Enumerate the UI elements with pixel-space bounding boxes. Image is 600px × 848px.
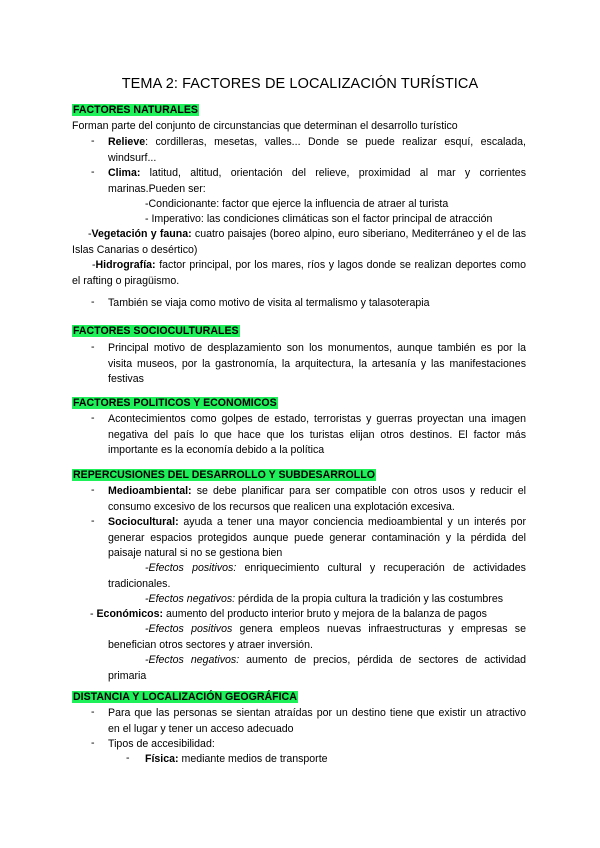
eco-neg-label: -Efectos negativos: [145,654,240,666]
eco-prefix: - [90,608,97,620]
socio-pos-label: -Efectos positivos: [145,562,237,574]
bullet-dash: - [91,341,95,353]
bullet-dash: - [91,737,95,749]
eco-efectos-negativos [108,653,526,684]
bullet-dash: - [91,412,95,424]
socio-neg-label: -Efectos negativos: [145,593,236,605]
bullet-dash: - [91,515,95,527]
clima-sub-imperativo: - Imperativo: las condiciones climáticas son el factor principal de atracción [145,213,493,225]
socio-label: Sociocultural: [108,516,179,528]
fisica-label: Física: [145,753,179,765]
hidro-text: factor principal, por los mares, ríos y lagos donde se realizan deportes como el rafting o piragüismo. [72,259,526,287]
distancia-fisica [145,752,535,768]
section-heading-natural [72,103,199,119]
bullet-dash: - [91,484,95,496]
repercusiones-economicos [90,607,530,623]
bullet-dash: - [91,296,95,308]
bullet-dash: - [91,166,95,178]
socio-text: ayuda a tener una mayor conciencia medioambiental y un interés por generar espacios protegidos aunque puede generar contaminación y la pérdida del paisaje natural si no se gestiona bien [108,516,526,559]
eco-pos-text: genera empleos nuevas infraestructuras y empresas se benefician otros sectores y atraer inversión. [108,623,526,651]
clima-label: Clima: [108,167,141,179]
natural-hidrografia [72,258,526,289]
bullet-dash: - [126,752,130,764]
socio-pos-text: enriquecimiento cultural y recuperación de actividades tradicionales. [108,562,526,590]
medio-label: Medioambiental: [108,485,192,497]
heading-highlight: REPERCUSIONES DEL DESARROLLO Y SUBDESARROLLO [73,469,375,481]
relieve-text: : cordilleras, mesetas, valles... Donde se puede realizar esquí, escalada, windsurf... [108,136,526,164]
hidro-label: Hidrografía: [95,259,156,271]
heading-highlight: FACTORES NATURALES [73,104,198,116]
natural-termalismo: También se viaja como motivo de visita al termalismo y talasoterapia [108,297,430,309]
politicos-item: Acontecimientos como golpes de estado, terroristas y guerras proyectan una imagen negativa del país lo que hace que los turistas elijan otros destinos. El factor más importante es la economía debido a la política [108,413,526,456]
eco-text: aumento del producto interior bruto y mejora de la balanza de pagos [163,608,487,620]
medio-text: se debe planificar para ser compatible con otros usos y reducir el consumo excesivo de los recursos que realicen una explotación excesiva. [108,485,526,513]
natural-vegetacion [72,227,526,258]
eco-neg-text: aumento de precios, pérdida de sectores de actividad primaria [108,654,527,682]
bullet-dash: - [91,706,95,718]
distancia-item-1: Para que las personas se sientan atraídas por un destino tiene que existir un atractivo en el lugar y tener un acceso adecuado [108,707,526,735]
veg-text: cuatro paisajes (boreo alpino, euro siberiano, Mediterráneo y el de las Islas Canarias o desértico) [72,228,527,256]
relieve-label: Relieve [108,136,146,148]
clima-sub-condicionante: -Condicionante: factor que ejerce la influencia de atraer al turista [145,198,449,210]
hidro-prefix: - [92,259,96,271]
heading-highlight: FACTORES SOCIOCULTURALES [73,325,239,337]
distancia-item-2: Tipos de accesibilidad: [108,738,215,750]
natural-clima [108,166,526,197]
veg-prefix: - [88,228,92,240]
fisica-text: mediante medios de transporte [178,753,328,765]
socio-neg-text: pérdida de la propia cultura la tradición y las costumbres [235,593,504,605]
eco-pos-label: -Efectos positivos [145,623,233,635]
repercusiones-medioambiental [108,484,526,515]
socio-efectos-negativos [145,592,535,608]
heading-highlight: DISTANCIA Y LOCALIZACIÓN GEOGRÁFICA [73,691,297,703]
bullet-dash: - [91,135,95,147]
eco-efectos-positivos [108,622,526,653]
section-heading-sociocultural [72,324,240,340]
eco-label: Económicos: [96,608,164,620]
section-heading-distancia [72,690,298,706]
heading-highlight: FACTORES POLITICOS Y ECONOMICOS [73,397,277,409]
sociocultural-item: Principal motivo de desplazamiento son los monumentos, aunque también es por la visita museos, por la gastronomía, la arquitectura, la artesanía y las manifestaciones festivas [108,342,526,385]
natural-relieve [108,135,526,166]
clima-text: latitud, altitud, orientación del relieve, proximidad al mar y corrientes marinas.Pueden ser: [108,167,526,195]
document-title: TEMA 2: FACTORES DE LOCALIZACIÓN TURÍSTICA [121,76,479,92]
natural-intro: Forman parte del conjunto de circunstancias que determinan el desarrollo turístico [72,120,458,132]
repercusiones-sociocultural [108,515,526,562]
section-heading-politicos [72,396,278,412]
section-heading-repercusiones [72,468,376,484]
veg-label: Vegetación y fauna: [91,228,192,240]
socio-efectos-positivos [108,561,526,592]
